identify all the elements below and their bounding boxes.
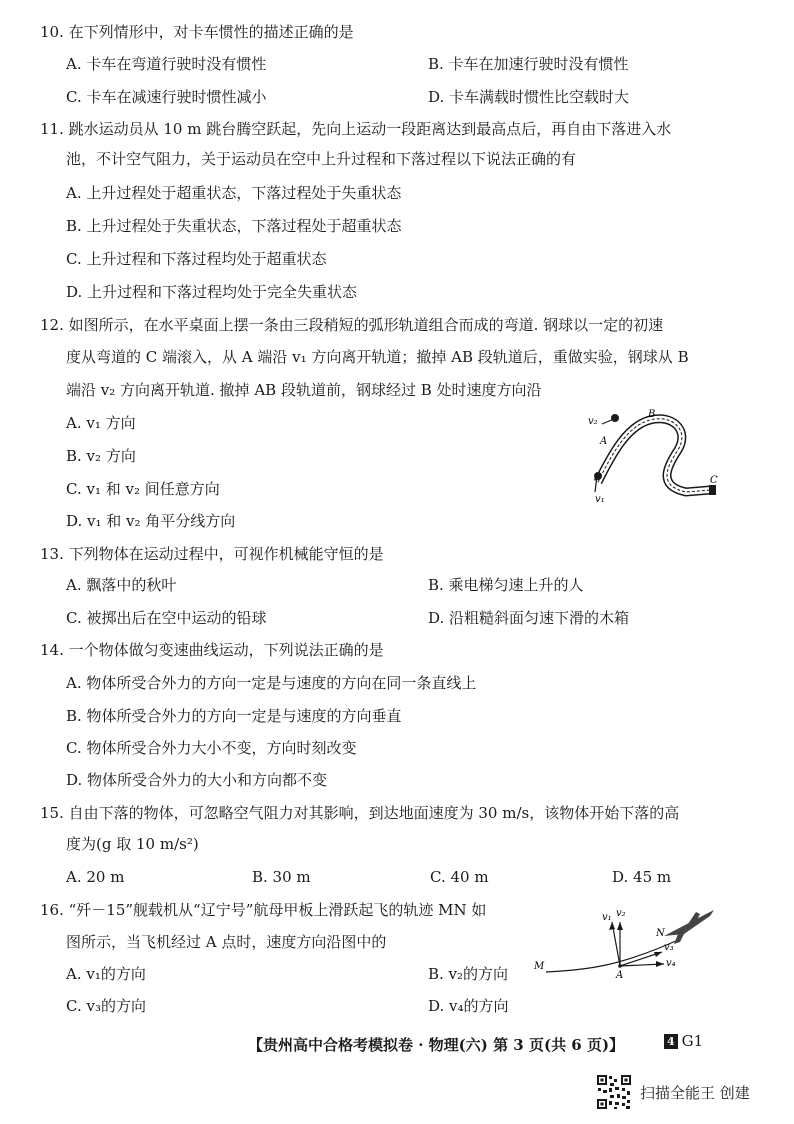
q14-option-c: C. 物体所受合外力大小不变，方向时刻改变: [66, 739, 357, 757]
paper-code-text: G1: [681, 1032, 704, 1050]
fig-label-m: M: [534, 961, 545, 972]
q14-option-b: B. 物体所受合外力的方向一定是与速度的方向垂直: [66, 707, 402, 725]
q11-stem: 11. 跳水运动员从 10 m 跳台腾空跃起，先向上运动一段距离达到最高点后，再自由下落进入水: [40, 120, 672, 138]
q16-option-b: B. v₂的方向: [428, 965, 509, 983]
fig-label-n: N: [656, 928, 665, 939]
q12-option-b: B. v₂ 方向: [66, 447, 136, 465]
track-end-c: [709, 485, 716, 495]
q12-stem-cont-1: 度从弯道的 C 端滚入，从 A 端沿 v₁ 方向离开轨道；撤掉 AB 段轨道后，重做实验，钢球从 B: [66, 348, 689, 366]
q12-stem: 12. 如图所示，在水平桌面上摆一条由三段稍短的弧形轨道组合而成的弯道. 钢球以一定的初速: [40, 316, 664, 334]
fig-label-v3: v₃: [664, 942, 674, 953]
q15-option-c: C. 40 m: [430, 868, 489, 886]
q12-option-c: C. v₁ 和 v₂ 间任意方向: [66, 480, 220, 498]
q13-option-d: D. 沿粗糙斜面匀速下滑的木箱: [428, 609, 630, 627]
scanner-watermark-text: 扫描全能王 创建: [640, 1083, 750, 1102]
q10-option-d: D. 卡车满载时惯性比空载时大: [428, 88, 630, 106]
q16-stem-cont: 图所示，当飞机经过 A 点时，速度方向沿图中的: [66, 933, 387, 951]
track-inner: [598, 419, 710, 492]
q10-option-c: C. 卡车在减速行驶时惯性减小: [66, 88, 267, 106]
paper-code-number: 4: [664, 1034, 678, 1049]
point-a: [618, 964, 622, 968]
q11-option-c: C. 上升过程和下落过程均处于超重状态: [66, 250, 327, 268]
v2-arrowhead: [617, 922, 623, 930]
fig-label-c: C: [710, 475, 718, 486]
q10-option-b: B. 卡车在加速行驶时没有惯性: [428, 55, 629, 73]
q16-option-a: A. v₁的方向: [66, 965, 146, 983]
q14-stem: 14. 一个物体做匀变速曲线运动，下列说法正确的是: [40, 641, 384, 659]
q14-option-a: A. 物体所受合外力的方向一定是与速度的方向在同一条直线上: [66, 674, 477, 692]
fig-label-v2: v₂: [588, 416, 598, 427]
q13-option-a: A. 飘落中的秋叶: [66, 576, 177, 594]
qr-code-icon: [596, 1074, 632, 1110]
page-footer: 【贵州高中合格考模拟卷 · 物理(六) 第 3 页(共 6 页)】: [248, 1036, 625, 1054]
q12-option-d: D. v₁ 和 v₂ 角平分线方向: [66, 512, 236, 530]
q12-track-figure: [582, 406, 732, 506]
q16-option-c: C. v₃的方向: [66, 997, 146, 1015]
fig-label-v2: v₂: [616, 908, 626, 919]
v1-arrowhead: [609, 922, 615, 930]
ball-at-b: [611, 414, 619, 422]
q10-stem: 10. 在下列情形中，对卡车惯性的描述正确的是: [40, 23, 354, 41]
q13-option-b: B. 乘电梯匀速上升的人: [428, 576, 584, 594]
q15-stem-cont: 度为(g 取 10 m/s²): [66, 835, 199, 853]
q12-stem-cont-2: 端沿 v₂ 方向离开轨道. 撤掉 AB 段轨道前，钢球经过 B 处时速度方向沿: [66, 381, 542, 399]
fig-label-a: A: [600, 436, 608, 447]
q11-option-d: D. 上升过程和下落过程均处于完全失重状态: [66, 283, 358, 301]
q15-option-b: B. 30 m: [252, 868, 311, 886]
q16-option-d: D. v₄的方向: [428, 997, 509, 1015]
q16-stem: 16. “歼－15”舰载机从“辽宁号”航母甲板上滑跃起飞的轨迹 MN 如: [40, 901, 487, 919]
fig-label-v1: v₁: [602, 912, 612, 923]
trajectory-mn: [546, 940, 678, 972]
v3-arrowhead: [654, 952, 662, 957]
q15-option-a: A. 20 m: [66, 868, 125, 886]
fig-label-b: B: [648, 409, 656, 420]
paper-code: [664, 1032, 703, 1050]
q13-option-c: C. 被掷出后在空中运动的铅球: [66, 609, 267, 627]
jet-icon: [664, 910, 714, 944]
q11-option-b: B. 上升过程处于失重状态，下落过程处于超重状态: [66, 217, 402, 235]
v4-arrowhead: [656, 961, 664, 967]
q13-stem: 13. 下列物体在运动过程中，可视作机械能守恒的是: [40, 545, 384, 563]
fig-label-a: A: [616, 970, 624, 980]
q10-option-a: A. 卡车在弯道行驶时没有惯性: [66, 55, 267, 73]
q16-trajectory-figure: [528, 900, 724, 980]
ball-at-a: [594, 472, 602, 480]
fig-label-v4: v₄: [666, 958, 676, 969]
q11-stem-cont: 池，不计空气阻力，关于运动员在空中上升过程和下落过程以下说法正确的有: [66, 150, 577, 168]
q11-option-a: A. 上升过程处于超重状态，下落过程处于失重状态: [66, 184, 402, 202]
scanner-watermark: [596, 1074, 750, 1110]
q14-option-d: D. 物体所受合外力的大小和方向都不变: [66, 771, 328, 789]
q15-option-d: D. 45 m: [612, 868, 672, 886]
fig-label-v1: v₁: [595, 494, 605, 505]
q15-stem: 15. 自由下落的物体，可忽略空气阻力对其影响，到达地面速度为 30 m/s，该物体开始下落的高: [40, 804, 680, 822]
q12-option-a: A. v₁ 方向: [66, 414, 136, 432]
